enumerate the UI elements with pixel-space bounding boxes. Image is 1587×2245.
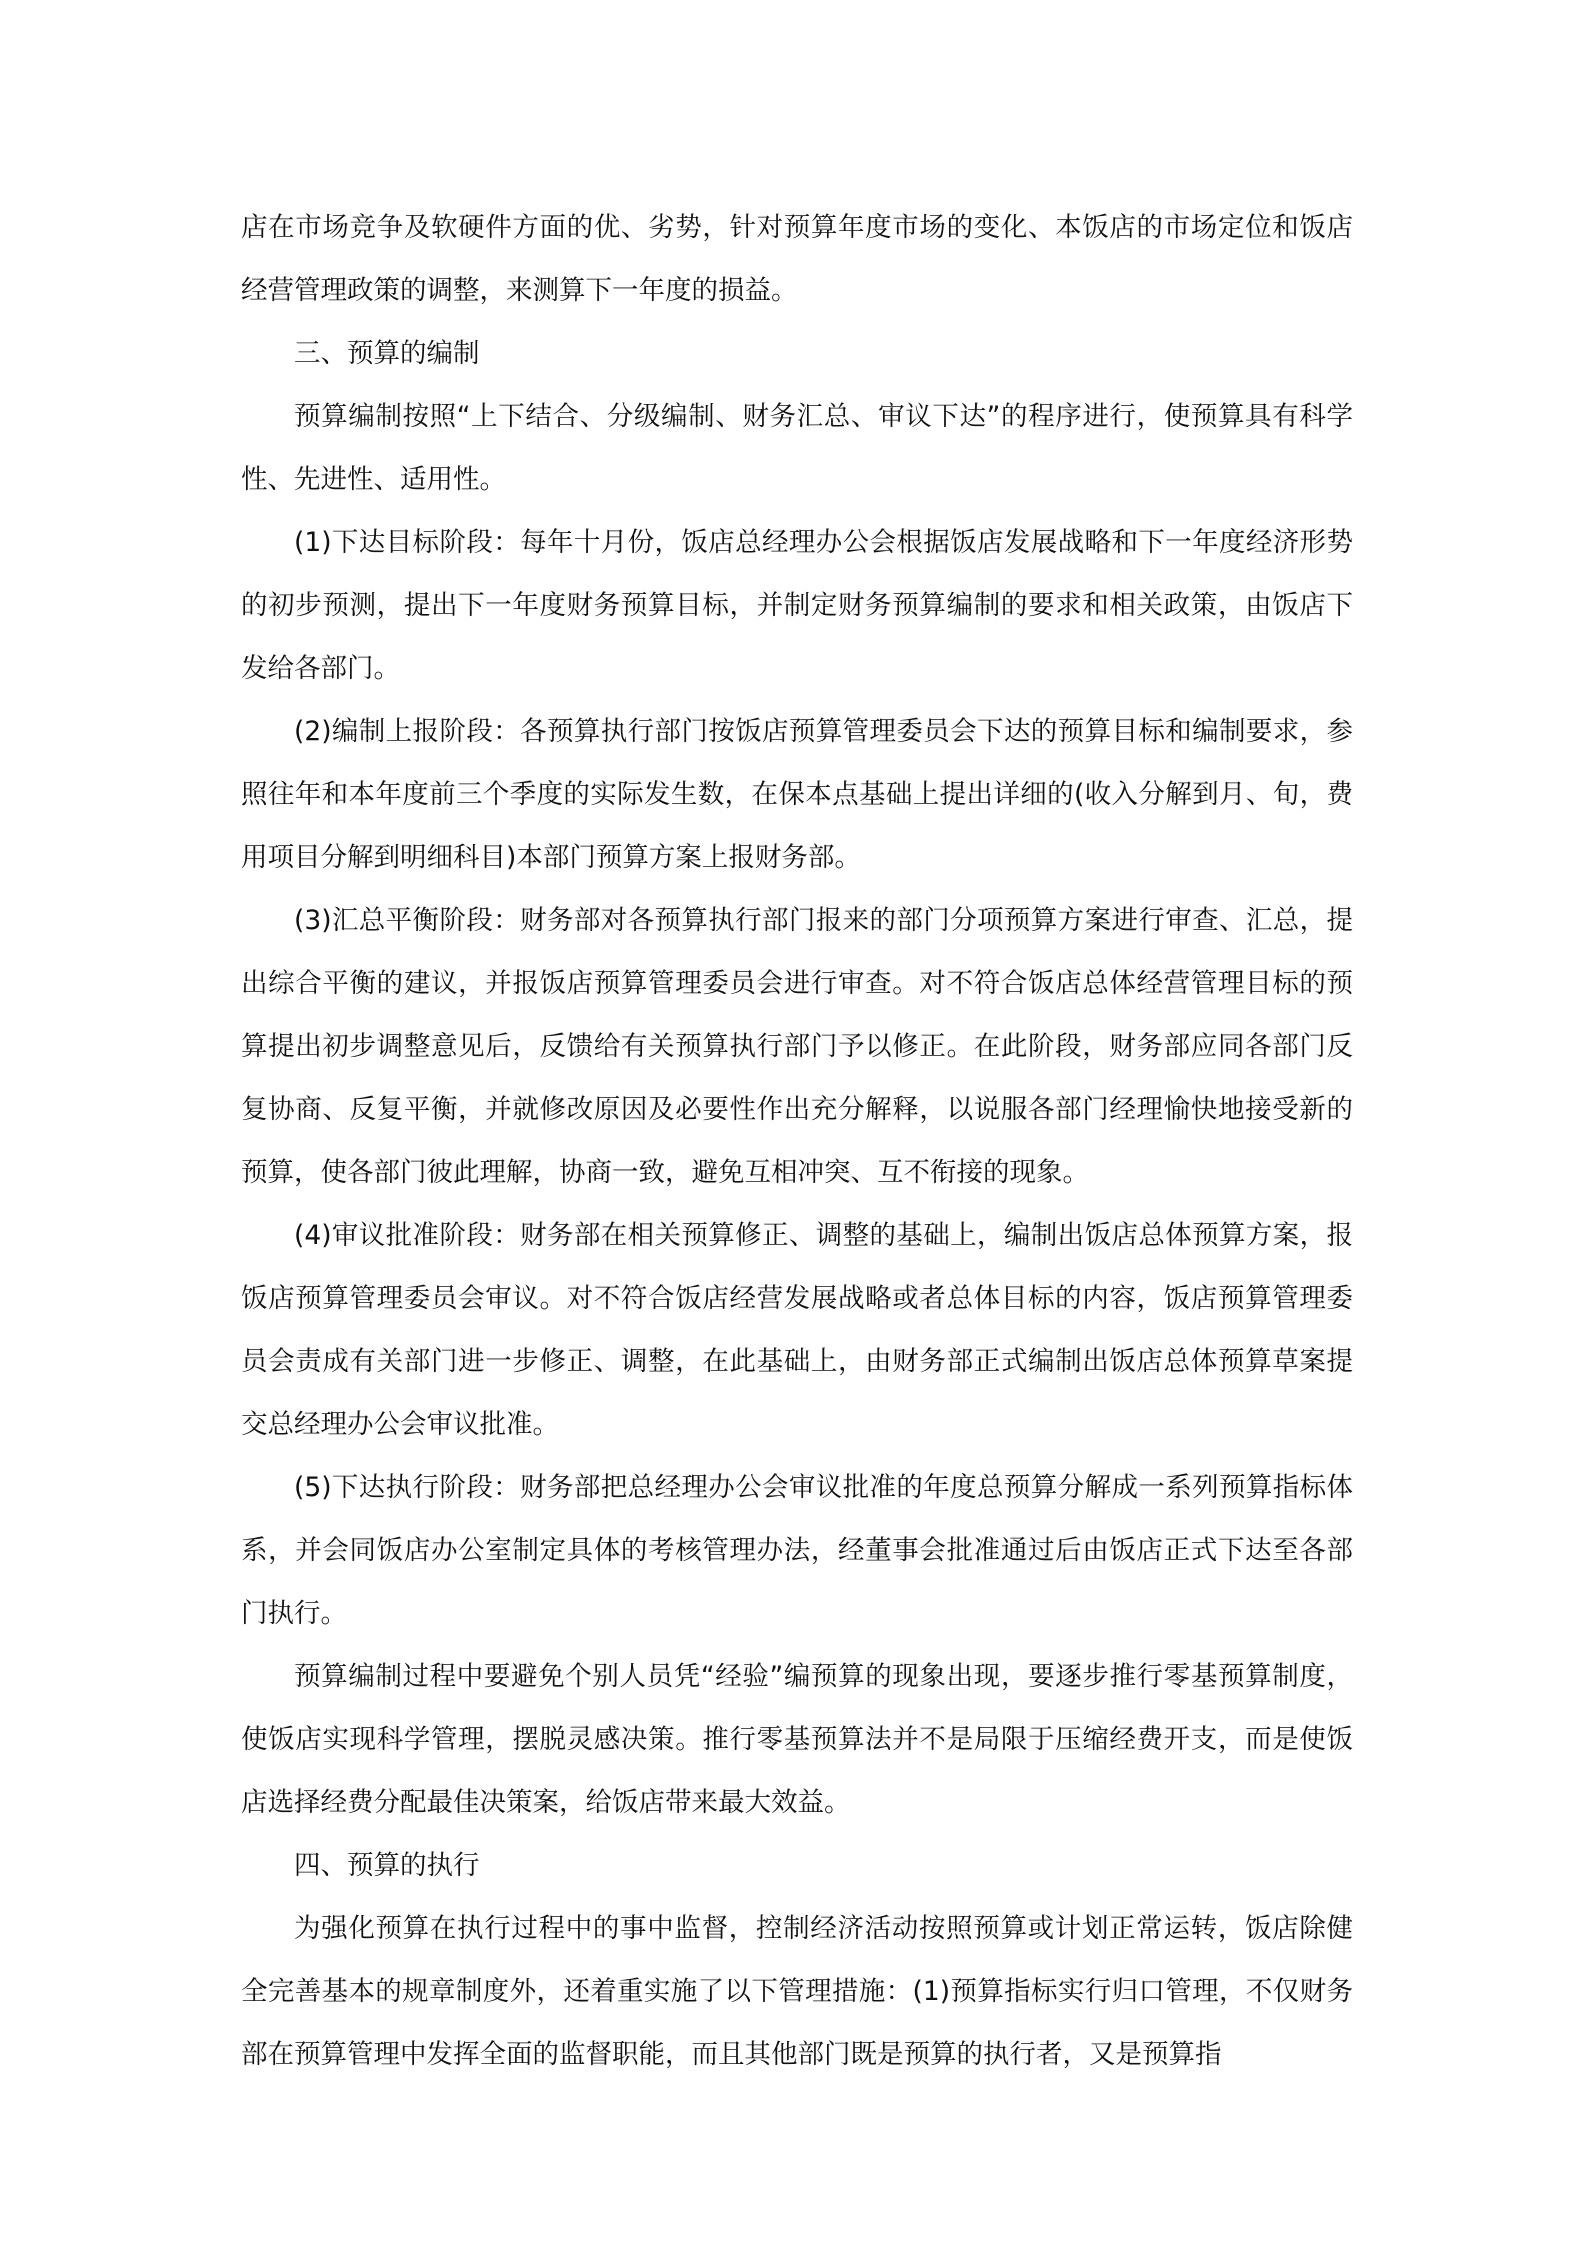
paragraph: 预算编制按照“上下结合、分级编制、财务汇总、审议下达”的程序进行，使预算具有科学性、先进性、适用性。 <box>241 401 1353 495</box>
paragraph: 预算编制过程中要避免个别人员凭“经验”编预算的现象出现，要逐步推行零基预算制度，使饭店实现科学管理，摆脱灵感决策。推行零基预算法并不是局限于压缩经费开支，而是使饭店选择经费分配最佳决策案，给饭店带来最大效益。 <box>241 1661 1353 1818</box>
paragraph: (4)审议批准阶段：财务部在相关预算修正、调整的基础上，编制出饭店总体预算方案，报饭店预算管理委员会审议。对不符合饭店经营发展战略或者总体目标的内容，饭店预算管理委员会责成有关部门进一步修正、调整，在此基础上，由财务部正式编制出饭店总体预算草案提交总经理办公会审议批准。 <box>241 1220 1353 1440</box>
paragraph: 为强化预算在执行过程中的事中监督，控制经济活动按照预算或计划正常运转，饭店除健全完善基本的规章制度外，还着重实施了以下管理措施：(1)预算指标实行归口管理，不仅财务部在预算管理中发挥全面的监督职能，而且其他部门既是预算的执行者，又是预算指 <box>241 1913 1353 2070</box>
paragraph-continuation: 店在市场竞争及软硬件方面的优、劣势，针对预算年度市场的变化、本饭店的市场定位和饭店经营管理政策的调整，来测算下一年度的损益。 <box>241 212 1353 306</box>
paragraph: (5)下达执行阶段：财务部把总经理办公会审议批准的年度总预算分解成一系列预算指标体系，并会同饭店办公室制定具体的考核管理办法，经董事会批准通过后由饭店正式下达至各部门执行。 <box>241 1472 1353 1629</box>
paragraph: (2)编制上报阶段：各预算执行部门按饭店预算管理委员会下达的预算目标和编制要求，参照往年和本年度前三个季度的实际发生数，在保本点基础上提出详细的(收入分解到月、旬，费用项目分解到明细科目)本部门预算方案上报财务部。 <box>241 716 1353 873</box>
document-page <box>241 196 1353 2086</box>
section-heading-4: 四、预算的执行 <box>294 1850 480 1881</box>
paragraph: (1)下达目标阶段：每年十月份，饭店总经理办公会根据饭店发展战略和下一年度经济形势的初步预测，提出下一年度财务预算目标，并制定财务预算编制的要求和相关政策，由饭店下发给各部门。 <box>241 527 1353 684</box>
section-heading-3: 三、预算的编制 <box>294 338 480 369</box>
paragraph: (3)汇总平衡阶段：财务部对各预算执行部门报来的部门分项预算方案进行审查、汇总，提出综合平衡的建议，并报饭店预算管理委员会进行审查。对不符合饭店总体经营管理目标的预算提出初步调整意见后，反馈给有关预算执行部门予以修正。在此阶段，财务部应同各部门反复协商、反复平衡，并就修改原因及必要性作出充分解释，以说服各部门经理愉快地接受新的预算，使各部门彼此理解，协商一致，避免互相冲突、互不衔接的现象。 <box>241 905 1353 1188</box>
